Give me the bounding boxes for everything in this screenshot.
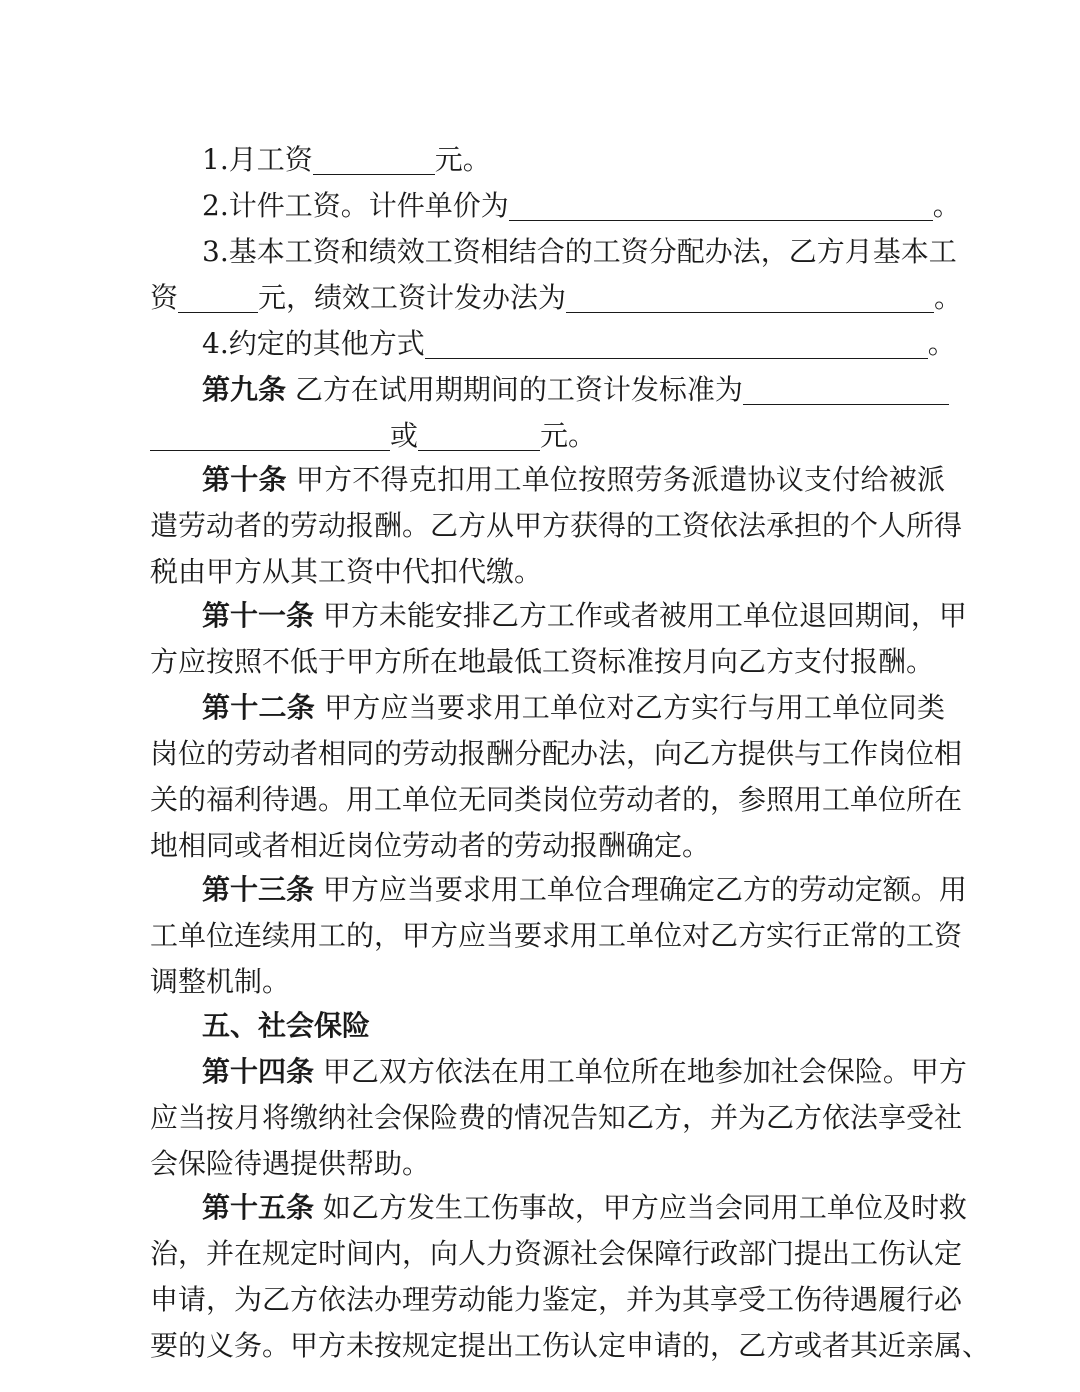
blank-field	[313, 144, 435, 175]
wage-item-3-line2: 资 元，绩效工资计发办法为 。	[150, 281, 963, 314]
article-13-line1: 第十三条 甲方应当要求用工单位合理确定乙方的劳动定额。用	[202, 873, 967, 906]
blank-field	[425, 328, 928, 359]
article-15-line3: 申请，为乙方依法办理劳动能力鉴定，并为其享受工伤待遇履行必	[150, 1283, 963, 1316]
article-11-line2: 方应按照不低于甲方所在地最低工资标准按月向乙方支付报酬。	[150, 645, 935, 678]
article-label: 第十二条	[202, 691, 315, 724]
article-10-line3: 税由甲方从其工资中代扣代缴。	[150, 555, 543, 588]
article-15-line2: 治，并在规定时间内，向人力资源社会保障行政部门提出工伤认定	[150, 1237, 963, 1270]
wage-item-4: 4.约定的其他方式 。	[202, 327, 956, 360]
article-label: 第九条	[202, 373, 287, 406]
article-12-line1: 第十二条 甲方应当要求用工单位对乙方实行与用工单位同类	[202, 691, 945, 724]
article-label: 第十五条	[202, 1191, 315, 1224]
article-12-line4: 地相同或者相近岗位劳动者的劳动报酬确定。	[150, 829, 711, 862]
article-12-line3: 关的福利待遇。用工单位无同类岗位劳动者的，参照用工单位所在	[150, 783, 963, 816]
article-14-line3: 会保险待遇提供帮助。	[150, 1147, 431, 1180]
wage-item-2: 2.计件工资。计件单价为 。	[202, 189, 961, 222]
article-label: 第十条	[202, 463, 287, 496]
article-14-line1: 第十四条 甲乙双方依法在用工单位所在地参加社会保险。甲方	[202, 1055, 967, 1088]
article-13-line3: 调整机制。	[150, 965, 291, 998]
section-heading: 五、社会保险	[202, 1009, 371, 1042]
blank-field	[566, 282, 934, 313]
blank-field	[509, 190, 933, 221]
wage-item-1: 1.月工资 元。	[202, 143, 491, 176]
article-11-line1: 第十一条 甲方未能安排乙方工作或者被用工单位退回期间，甲	[202, 599, 967, 632]
article-label: 第十四条	[202, 1055, 315, 1088]
article-13-line2: 工单位连续用工的，甲方应当要求用工单位对乙方实行正常的工资	[150, 919, 963, 952]
blank-field	[150, 420, 390, 451]
blank-field	[418, 420, 540, 451]
blank-field	[178, 282, 258, 313]
article-14-line2: 应当按月将缴纳社会保险费的情况告知乙方，并为乙方依法享受社	[150, 1101, 963, 1134]
article-9-line1: 第九条 乙方在试用期期间的工资计发标准为	[202, 370, 945, 410]
blank-field	[743, 374, 949, 405]
article-9-line2: 或 元。	[150, 416, 945, 456]
article-15-line4: 要的义务。甲方未按规定提出工伤认定申请的，乙方或者其近亲属、	[150, 1329, 991, 1362]
wage-item-3-line1: 3.基本工资和绩效工资相结合的工资分配办法，乙方月基本工	[202, 235, 957, 268]
article-label: 第十三条	[202, 873, 315, 906]
article-label: 第十一条	[202, 599, 315, 632]
article-10-line1: 第十条 甲方不得克扣用工单位按照劳务派遣协议支付给被派	[202, 463, 945, 496]
article-12-line2: 岗位的劳动者相同的劳动报酬分配办法，向乙方提供与工作岗位相	[150, 737, 963, 770]
article-15-line1: 第十五条 如乙方发生工伤事故，甲方应当会同用工单位及时救	[202, 1191, 967, 1224]
article-10-line2: 遣劳动者的劳动报酬。乙方从甲方获得的工资依法承担的个人所得	[150, 509, 963, 542]
